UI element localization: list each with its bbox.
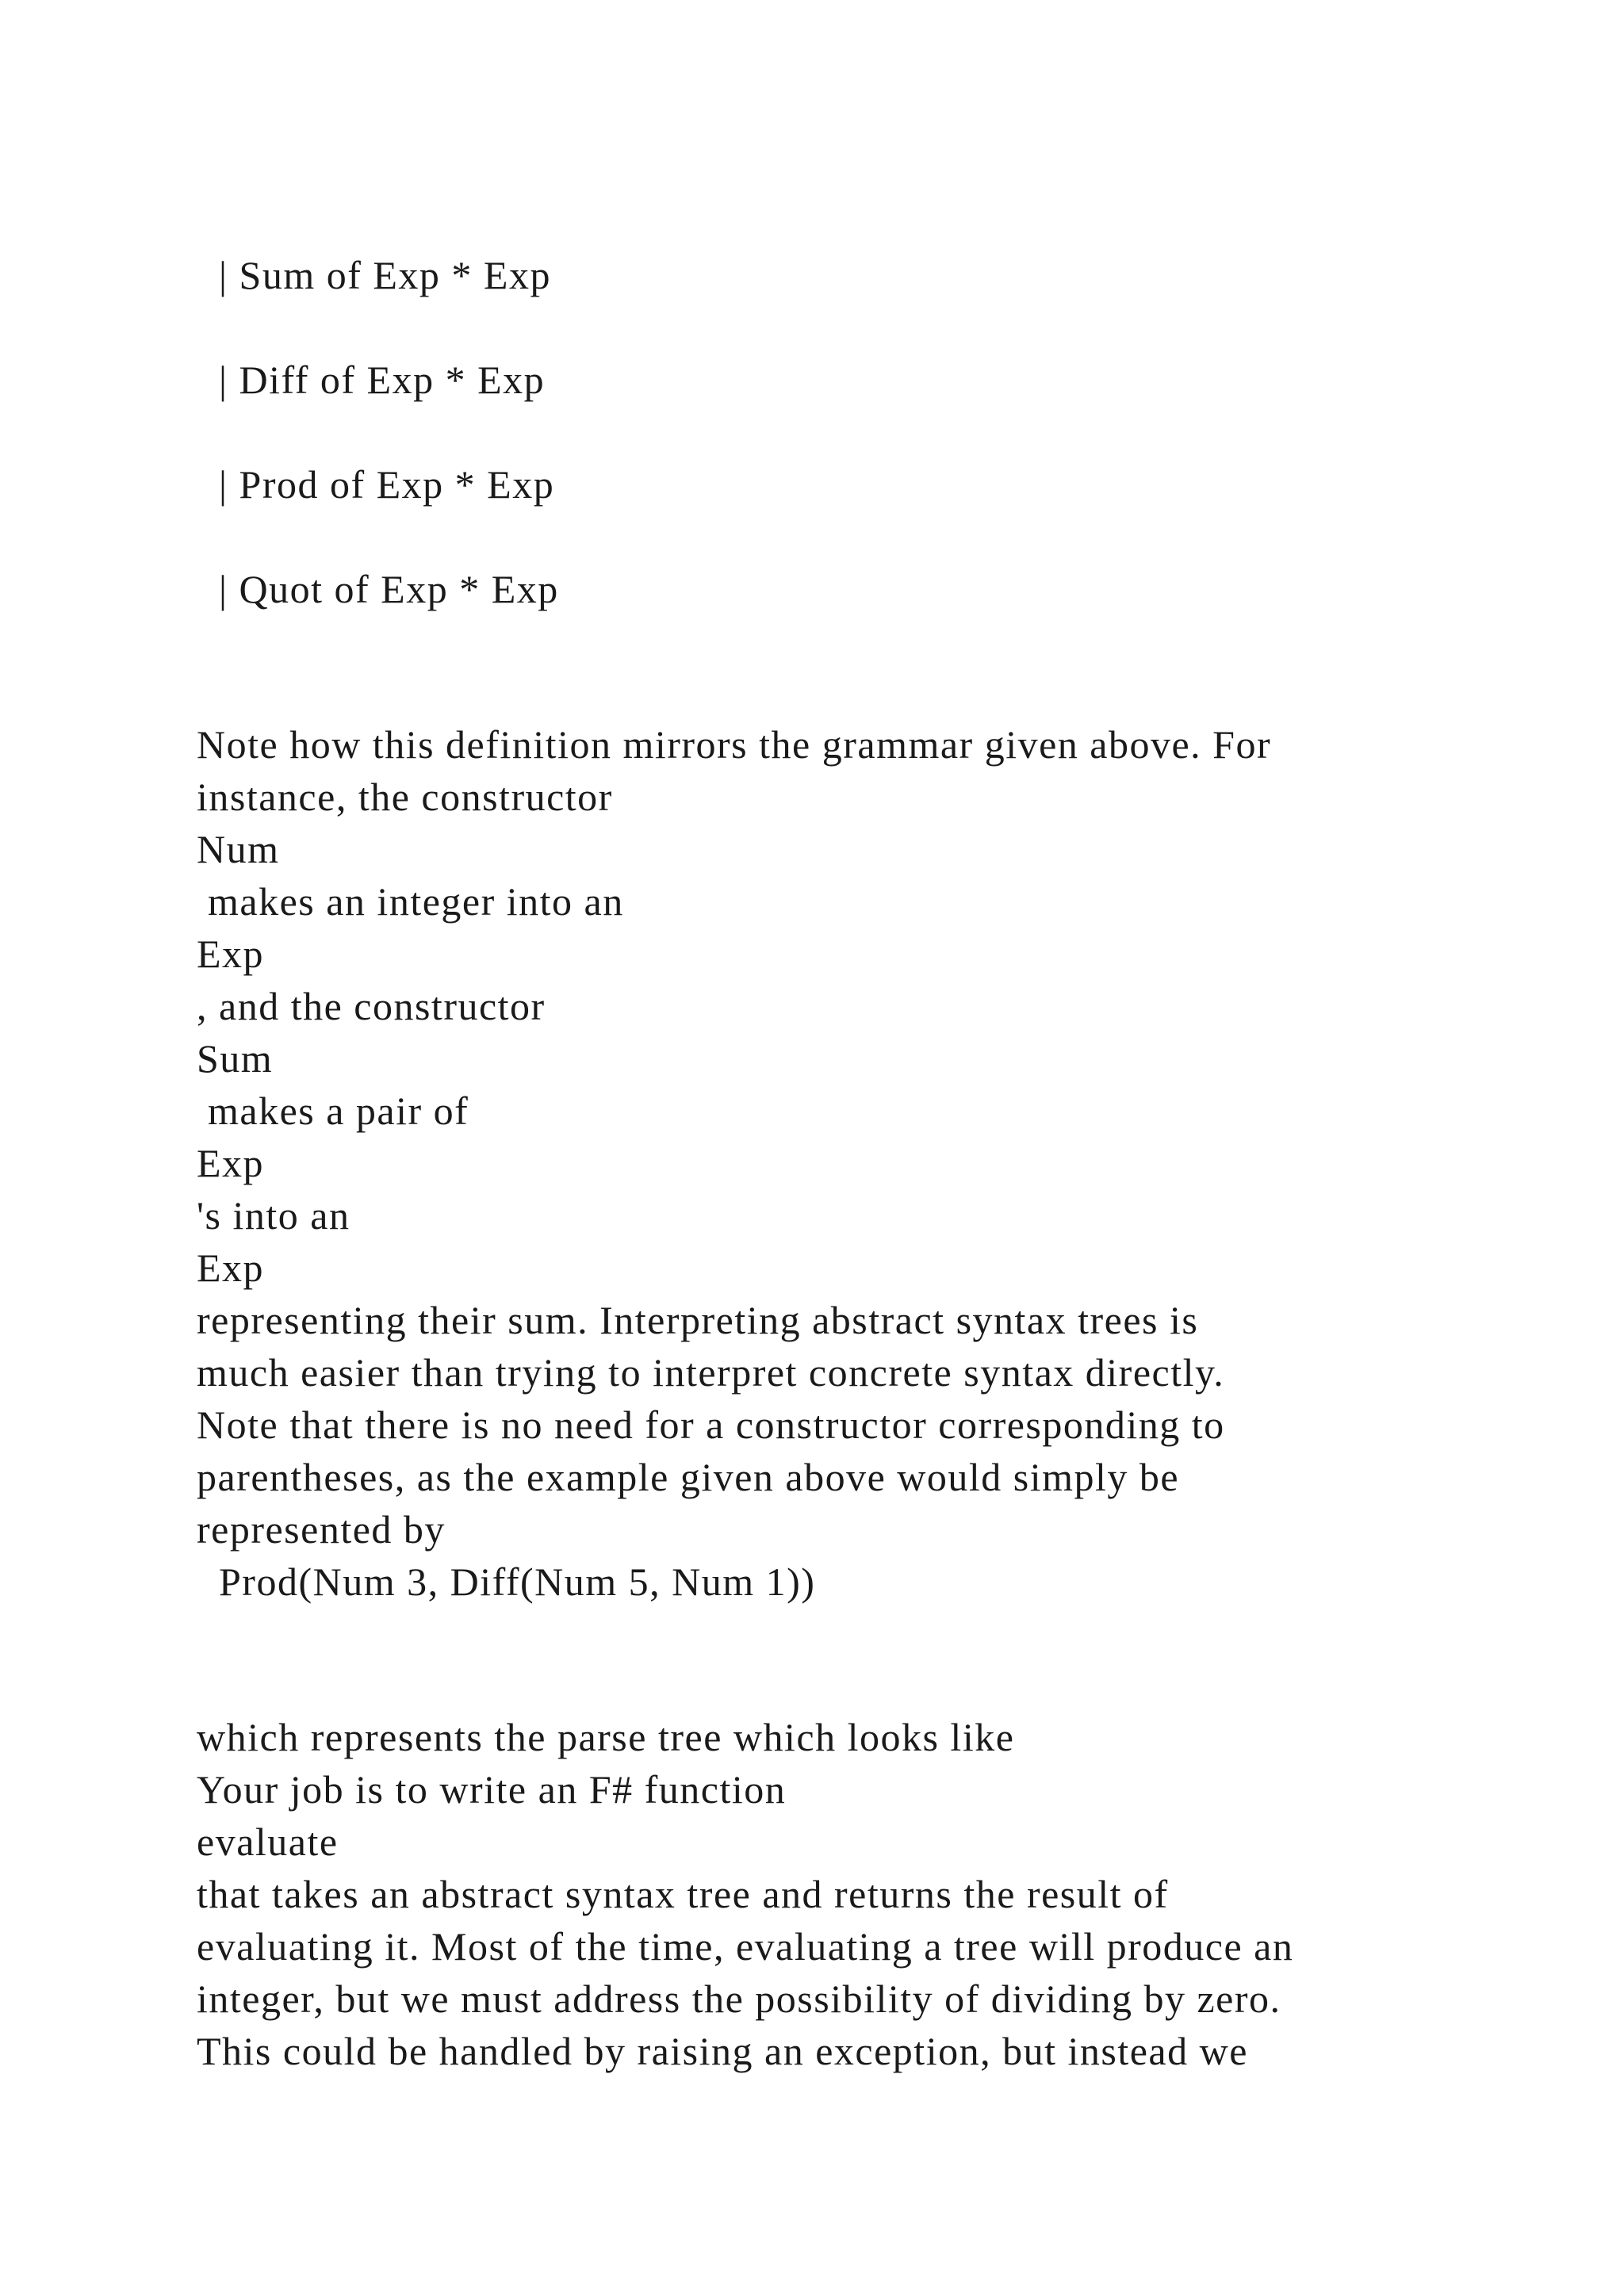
text-line: This could be handled by raising an exception, but instead we bbox=[197, 2029, 1248, 2073]
text-line: Your job is to write an F# function bbox=[197, 1767, 787, 1812]
text-line: Exp bbox=[197, 1141, 265, 1185]
code-line-prod: | Prod of Exp * Exp bbox=[197, 462, 555, 507]
text-line: , and the constructor bbox=[197, 984, 546, 1028]
code-line-sum: | Sum of Exp * Exp bbox=[197, 253, 551, 297]
text-line: represented by bbox=[197, 1507, 446, 1552]
text-line: makes a pair of bbox=[197, 1089, 469, 1133]
text-line: Exp bbox=[197, 1246, 265, 1290]
code-line-quot: | Quot of Exp * Exp bbox=[197, 567, 559, 611]
text-line: Sum bbox=[197, 1036, 274, 1081]
text-line: that takes an abstract syntax tree and returns the result of bbox=[197, 1872, 1169, 1916]
text-line: Note that there is no need for a constructor corresponding to bbox=[197, 1402, 1225, 1447]
code-line-diff: | Diff of Exp * Exp bbox=[197, 358, 546, 402]
text-line: parentheses, as the example given above would simply be bbox=[197, 1455, 1180, 1499]
text-line: which represents the parse tree which looks like bbox=[197, 1715, 1015, 1759]
text-line: Num bbox=[197, 827, 280, 871]
text-line: 's into an bbox=[197, 1193, 350, 1238]
text-line: evaluate bbox=[197, 1820, 339, 1864]
code-example-line: Prod(Num 3, Diff(Num 5, Num 1)) bbox=[197, 1559, 816, 1604]
text-line: makes an integer into an bbox=[197, 879, 624, 924]
text-line: Exp bbox=[197, 932, 265, 976]
text-line: evaluating it. Most of the time, evaluating a tree will produce an bbox=[197, 1924, 1294, 1969]
text-line: instance, the constructor bbox=[197, 775, 613, 819]
text-line: integer, but we must address the possibility of dividing by zero. bbox=[197, 1976, 1281, 2021]
text-line: Note how this definition mirrors the grammar given above. For bbox=[197, 722, 1272, 767]
text-line: representing their sum. Interpreting abstract syntax trees is bbox=[197, 1298, 1199, 1342]
text-line: much easier than trying to interpret concrete syntax directly. bbox=[197, 1350, 1225, 1395]
